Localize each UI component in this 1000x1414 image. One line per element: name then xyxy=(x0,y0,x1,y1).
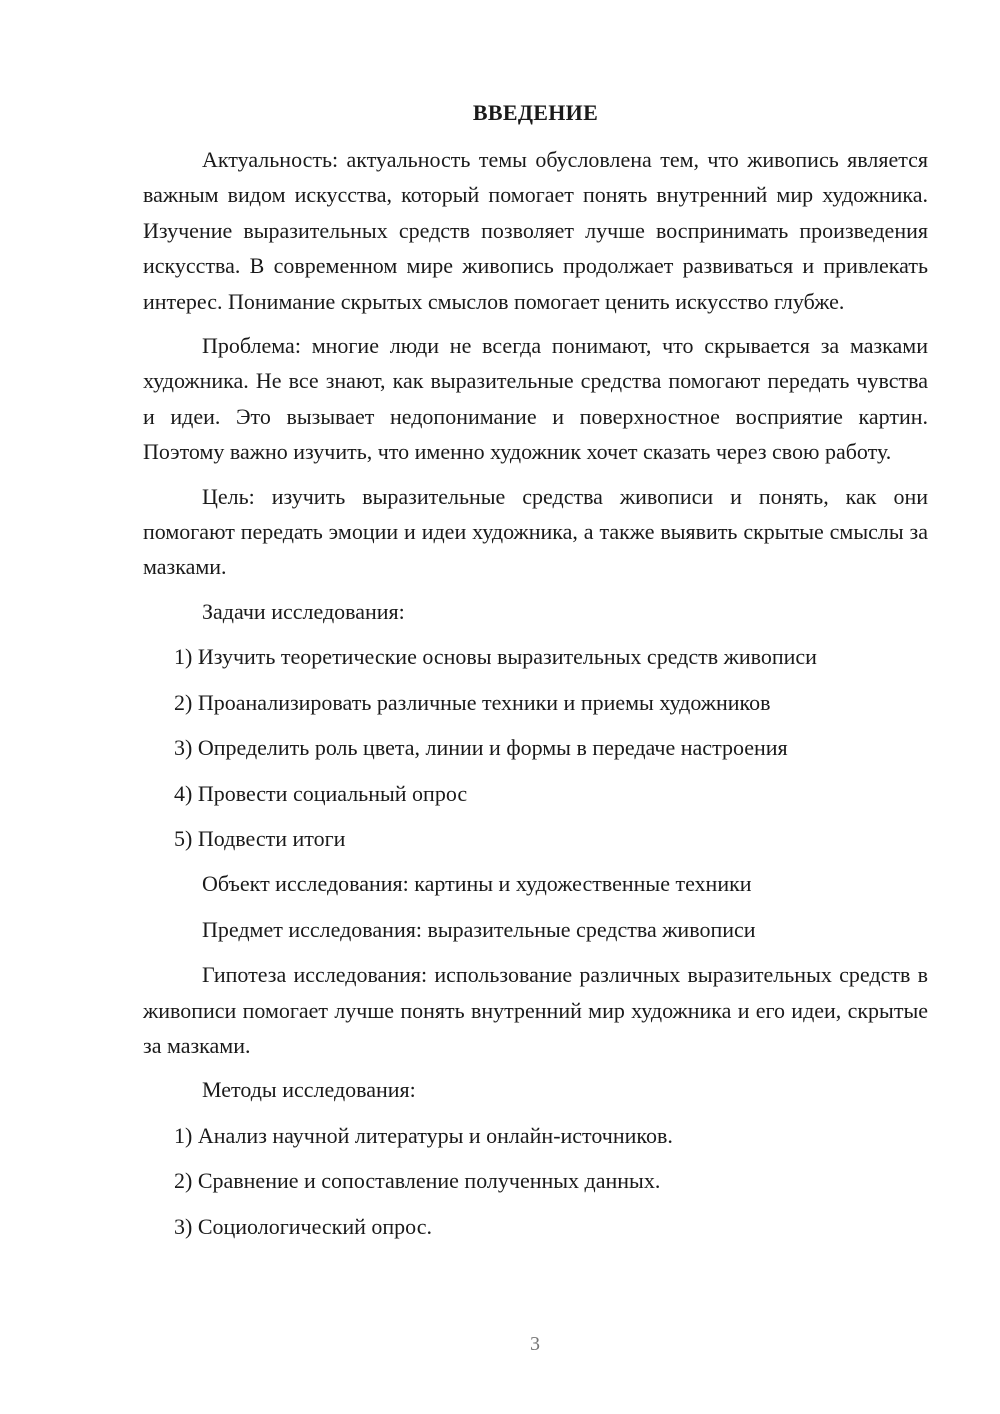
list-item: 1) Изучить теоретические основы выразительных средств живописи xyxy=(174,644,817,670)
tasks-heading: Задачи исследования: xyxy=(202,598,405,624)
research-object: Объект исследования: картины и художественные техники xyxy=(202,871,752,897)
research-subject: Предмет исследования: выразительные средства живописи xyxy=(202,916,756,942)
page-number: 3 xyxy=(530,1333,540,1355)
relevance-paragraph: Актуальность: актуальность темы обусловлена тем, что живопись является важным видом искусства, который помогает понять внутренний мир художника. Изучение выразительных средств позволяет лучше воспринимать произведения искусства. В современном мире живопись продолжает развиваться и привлекать интерес. Понимание скрытых смыслов помогает ценить искусство глубже. xyxy=(143,147,928,314)
page-content xyxy=(143,96,928,1254)
tasks-list xyxy=(143,639,928,856)
list-item: 3) Социологический опрос. xyxy=(174,1213,432,1239)
list-item: 4) Провести социальный опрос xyxy=(174,780,468,806)
methods-list xyxy=(143,1118,928,1244)
list-item: 5) Подвести итоги xyxy=(174,825,346,851)
page-title: ВВЕДЕНИЕ xyxy=(472,100,599,125)
methods-heading: Методы исследования: xyxy=(202,1077,416,1103)
goal-paragraph: Цель: изучить выразительные средства живописи и понять, как они помогают передать эмоции и идеи художника, а также выявить скрытые смыслы за мазками. xyxy=(143,483,928,580)
list-item: 3) Определить роль цвета, линии и формы в передаче настроения xyxy=(174,735,788,761)
list-item: 2) Проанализировать различные техники и приемы художников xyxy=(174,689,771,715)
list-item: 1) Анализ научной литературы и онлайн-источников. xyxy=(174,1122,673,1148)
problem-paragraph: Проблема: многие люди не всегда понимают, что скрывается за мазками художника. Не все знают, как выразительные средства помогают передать чувства и идеи. Это вызывает недопонимание и поверхностное восприятие картин. Поэтому важно изучить, что именно художник хочет сказать через свою работу. xyxy=(143,333,928,465)
hypothesis-paragraph: Гипотеза исследования: использование различных выразительных средств в живописи помогает лучше понять внутренний мир художника и его идеи, скрытые за мазками. xyxy=(143,962,928,1058)
list-item: 2) Сравнение и сопоставление полученных данных. xyxy=(174,1168,661,1194)
